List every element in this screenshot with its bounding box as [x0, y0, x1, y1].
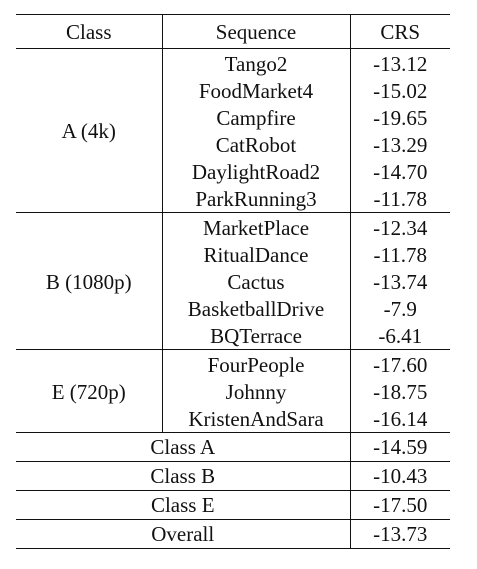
group-class-label: B (1080p): [16, 213, 162, 350]
crs-cell: -16.14: [373, 406, 428, 431]
table-row: [16, 49, 450, 78]
crs-cell: -14.70: [373, 159, 428, 184]
summary-row: [16, 433, 450, 462]
crs-cell: -17.60: [373, 352, 428, 377]
summary-crs: -14.59: [350, 433, 450, 462]
crs-cell: -15.02: [373, 78, 428, 103]
group-a: [16, 49, 450, 213]
table-row: [16, 213, 450, 242]
summary-row: [16, 491, 450, 520]
summary-row: [16, 520, 450, 549]
sequence-cell: Cactus: [162, 268, 350, 295]
sequence-cell: RitualDance: [162, 241, 350, 268]
summary-section: [16, 433, 450, 549]
header-row: [16, 15, 450, 49]
summary-label: Class E: [16, 491, 350, 520]
sequence-cell: KristenAndSara: [162, 405, 350, 433]
crs-cell: -13.12: [373, 51, 428, 76]
summary-row: [16, 462, 450, 491]
results-table-container: [16, 14, 450, 549]
sequence-cell: Campfire: [162, 104, 350, 131]
header-sequence: Sequence: [162, 15, 350, 49]
header-class: Class: [16, 15, 162, 49]
sequence-cell: BasketballDrive: [162, 295, 350, 322]
sequence-cell: MarketPlace: [162, 213, 350, 242]
sequence-cell: DaylightRoad2: [162, 158, 350, 185]
crs-cell: -13.74: [373, 269, 428, 294]
crs-cell: -19.65: [373, 105, 428, 130]
sequence-cell: ParkRunning3: [162, 185, 350, 213]
summary-label: Class A: [16, 433, 350, 462]
crs-results-table: [16, 14, 450, 549]
table-header: [16, 15, 450, 49]
crs-cell: -11.78: [373, 186, 427, 211]
summary-crs: -10.43: [350, 462, 450, 491]
crs-cell: -13.29: [373, 132, 428, 157]
summary-label: Class B: [16, 462, 350, 491]
group-e: [16, 350, 450, 433]
crs-cell: -18.75: [373, 379, 428, 404]
sequence-cell: FourPeople: [162, 350, 350, 379]
group-class-label: A (4k): [16, 49, 162, 213]
sequence-cell: BQTerrace: [162, 322, 350, 350]
summary-crs: -13.73: [350, 520, 450, 549]
group-class-label: E (720p): [16, 350, 162, 433]
crs-cell: -6.41: [378, 323, 423, 348]
sequence-cell: Tango2: [162, 49, 350, 78]
summary-label: Overall: [16, 520, 350, 549]
summary-crs: -17.50: [350, 491, 450, 520]
crs-cell: -12.34: [373, 215, 428, 240]
sequence-cell: FoodMarket4: [162, 77, 350, 104]
crs-cell: -11.78: [373, 242, 427, 267]
header-crs: CRS: [350, 15, 450, 49]
sequence-cell: Johnny: [162, 378, 350, 405]
crs-cell: -7.9: [383, 296, 417, 321]
table-row: [16, 350, 450, 379]
group-b: [16, 213, 450, 350]
sequence-cell: CatRobot: [162, 131, 350, 158]
